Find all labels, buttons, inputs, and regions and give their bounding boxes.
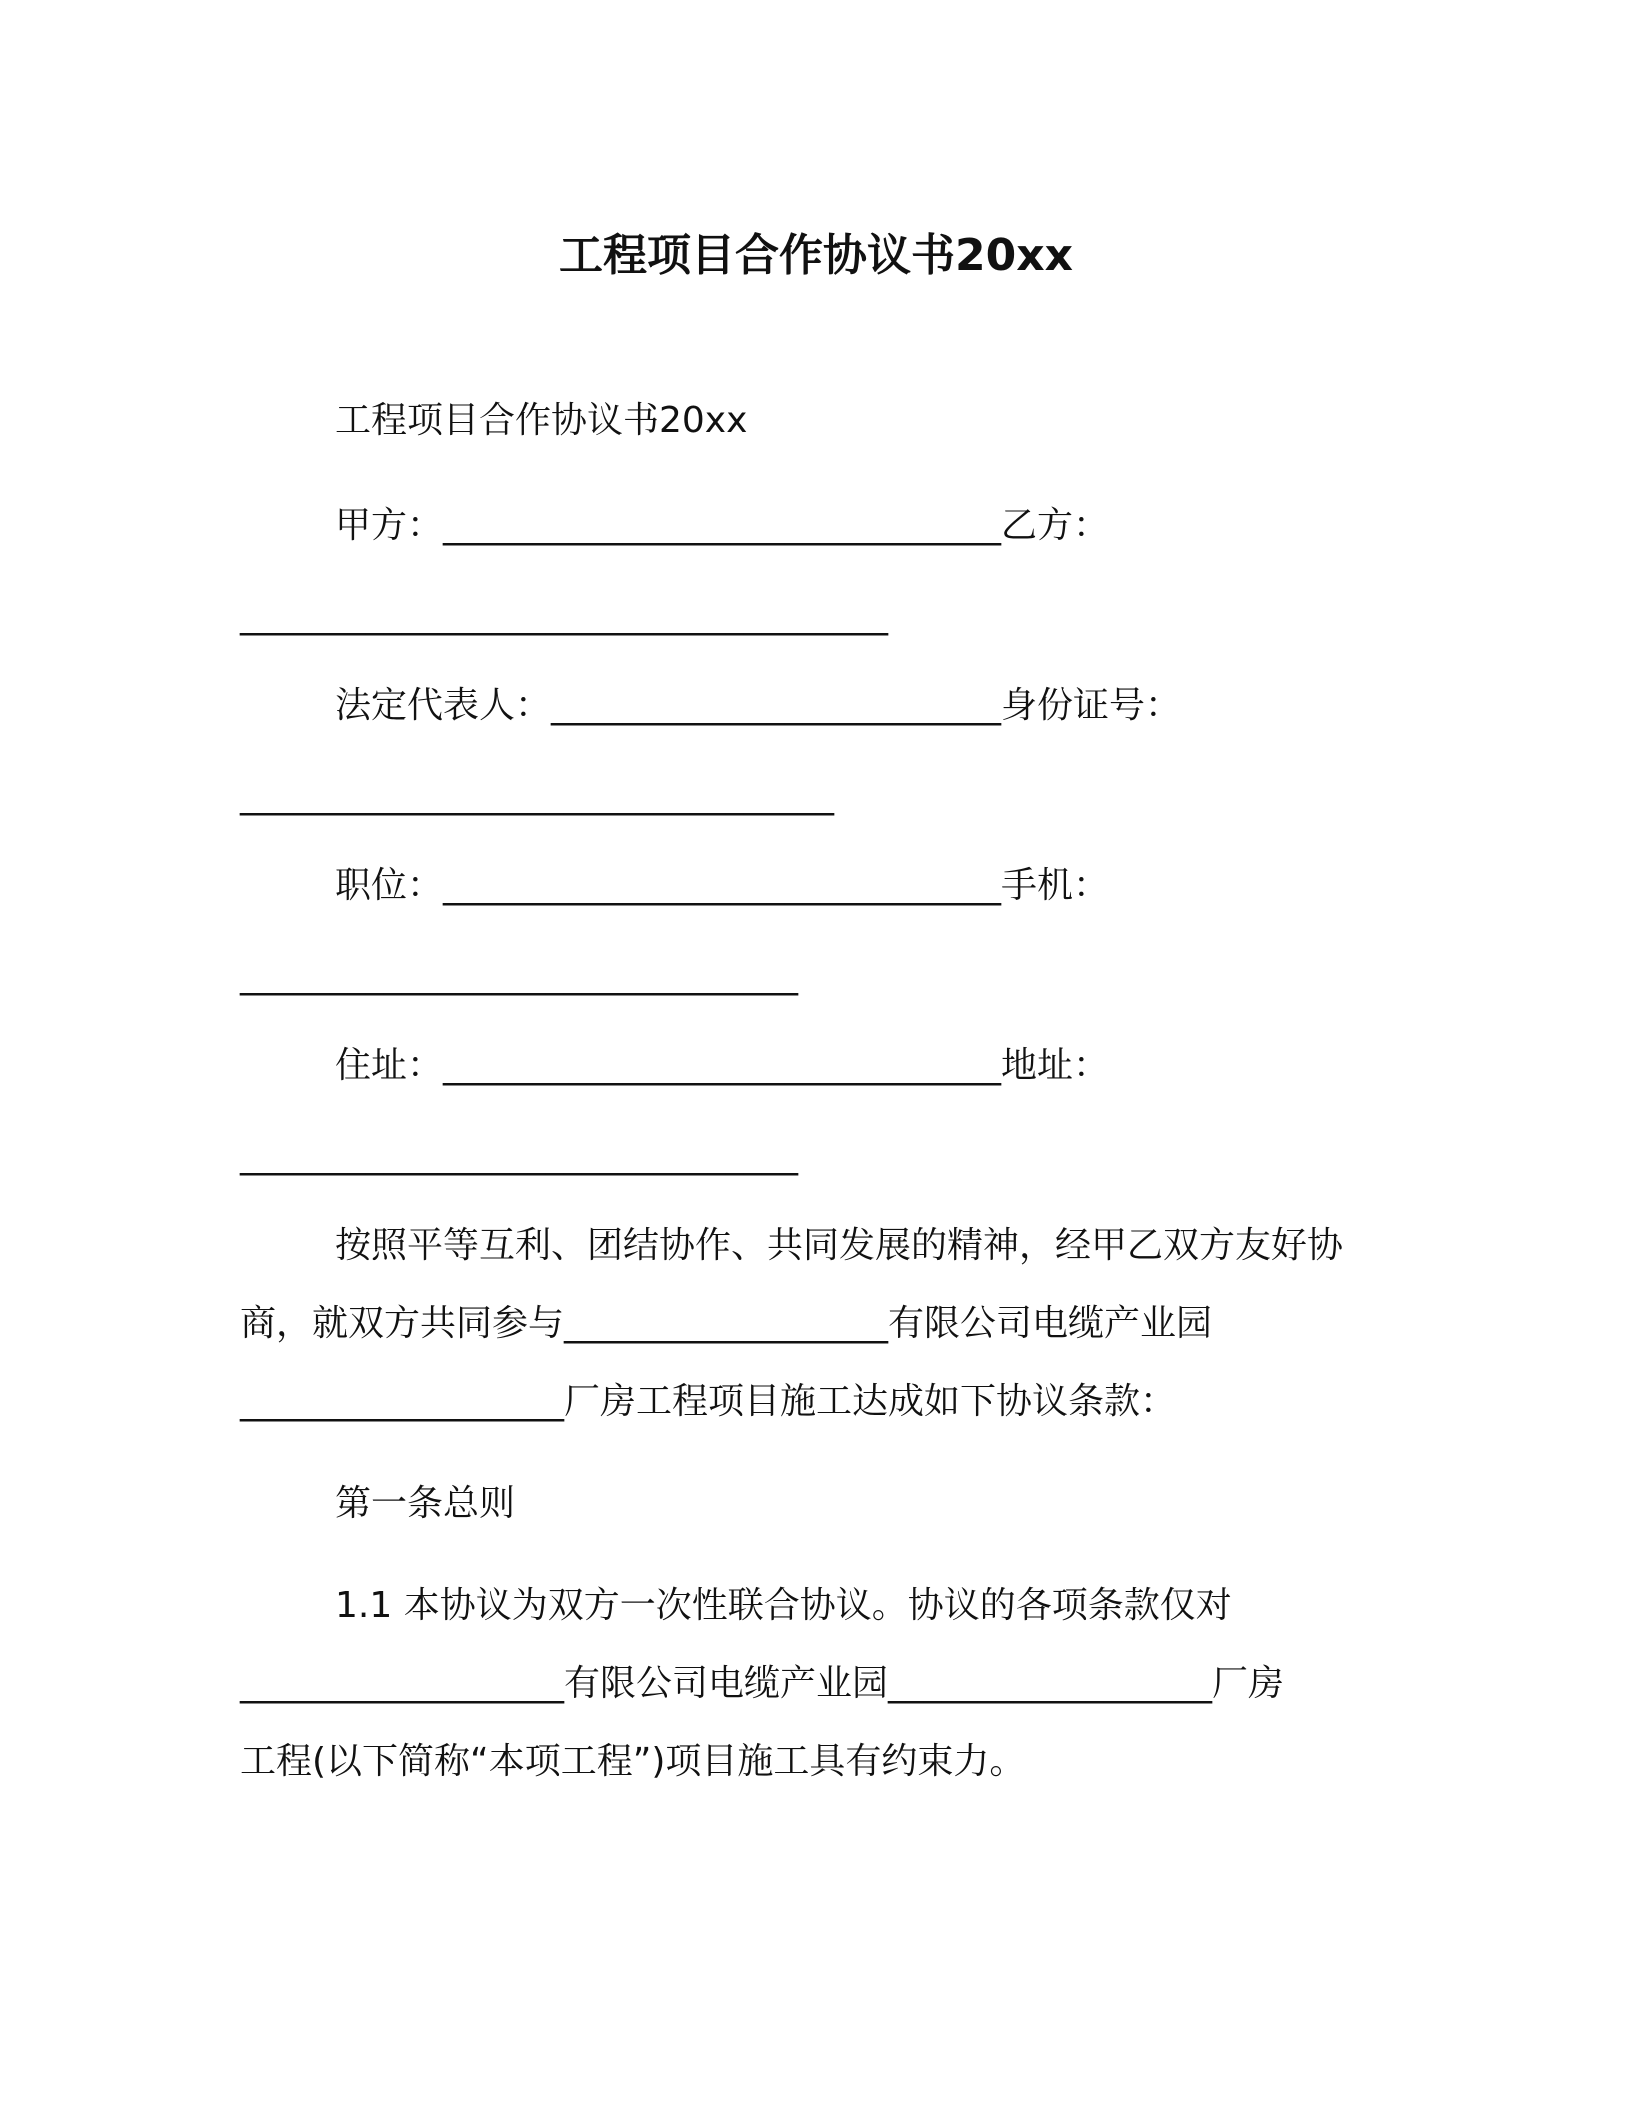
document-title: 工程项目合作协议书20xx	[559, 230, 1073, 281]
id-number-blank-line: _________________________________	[240, 775, 834, 816]
subtitle-line: 工程项目合作协议书20xx	[335, 400, 748, 441]
residence-address-line: 住址：_______________________________地址：	[335, 1045, 1110, 1086]
party-a-b-line: 甲方：_______________________________乙方：	[335, 505, 1110, 546]
paragraph-line: __________________有限公司电缆产业园__________________厂房	[240, 1663, 1285, 1704]
article-heading: 第一条总则	[335, 1483, 516, 1524]
paragraph-line: 按照平等互利、团结协作、共同发展的精神，经甲乙双方友好协	[335, 1225, 1344, 1266]
paragraph-line: 1.1 本协议为双方一次性联合协议。协议的各项条款仅对	[335, 1585, 1232, 1626]
paragraph-line: 工程(以下简称“本项工程”)项目施工具有约束力。	[240, 1741, 1026, 1782]
party-b-blank-line: ____________________________________	[240, 595, 888, 636]
address-blank-line: _______________________________	[240, 1135, 798, 1176]
position-phone-line: 职位：_______________________________手机：	[335, 865, 1110, 906]
paragraph-line: 商，就双方共同参与__________________有限公司电缆产业园	[240, 1303, 1213, 1344]
phone-blank-line: _______________________________	[240, 955, 798, 996]
paragraph-line: __________________厂房工程项目施工达成如下协议条款：	[240, 1381, 1177, 1422]
legal-rep-line: 法定代表人：_________________________身份证号：	[335, 685, 1182, 726]
